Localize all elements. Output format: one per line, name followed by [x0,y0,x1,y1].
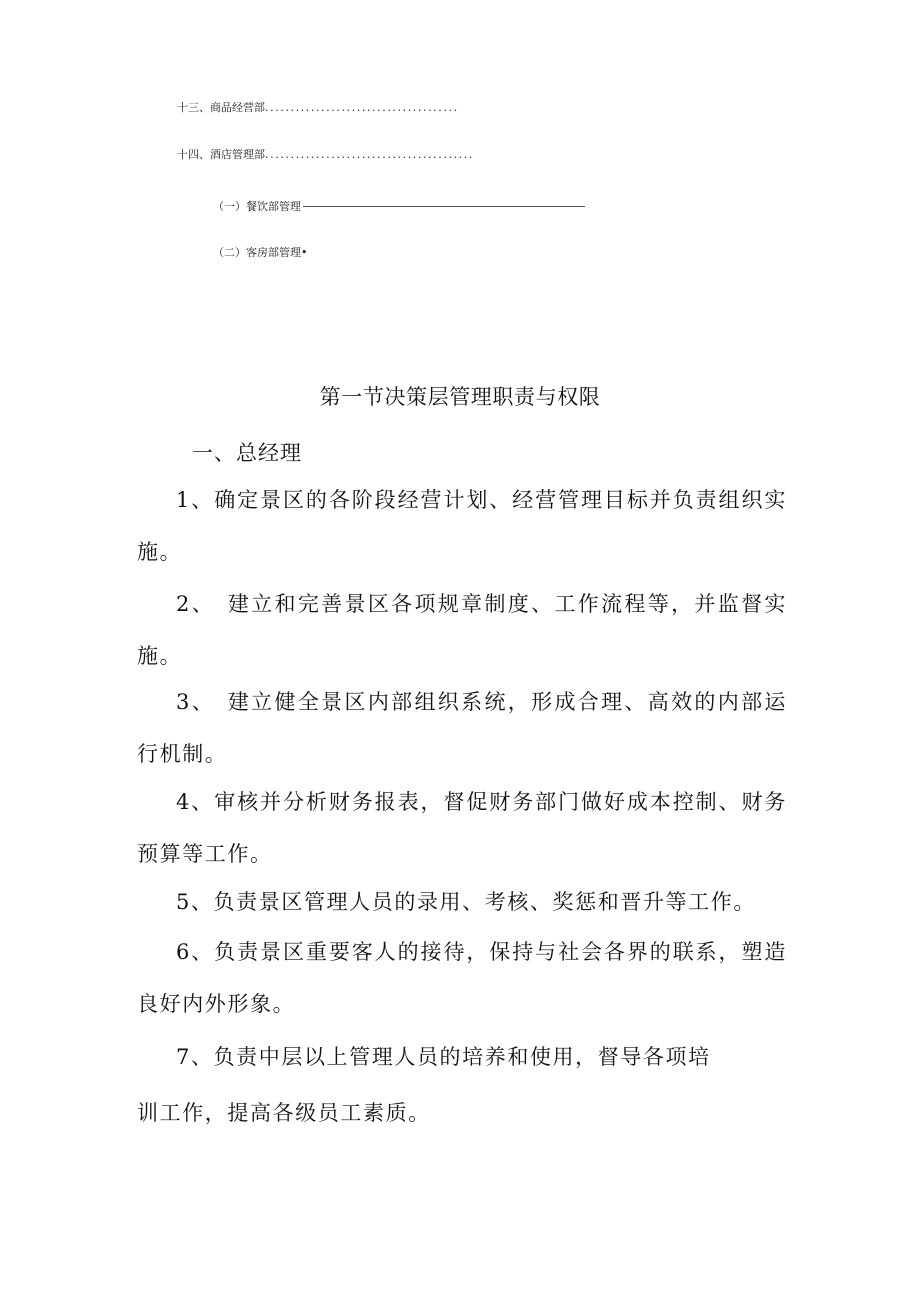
toc-leader-dots: ......................................... [265,148,474,161]
paragraph-1: 1、确定景区的各阶段经营计划、经营管理目标并负责组织实施。 [137,488,787,564]
toc-item-14-1[interactable] [213,200,585,214]
subsection-heading: 一、总经理 [192,441,302,465]
toc-item-13[interactable] [177,101,459,115]
paragraph-2: 2、 建立和完善景区各项规章制度、工作流程等，并监督实施。 [137,592,787,668]
paragraph-7-line-1: 7、负责中层以上管理人员的培养和使用，督导各项培 [176,1045,711,1069]
section-title: 第一节决策层管理职责与权限 [319,385,601,409]
toc-item-label: （二）客房部管理• [213,246,308,259]
paragraph-6: 6、负责景区重要客人的接待，保持与社会各界的联系，塑造良好内外形象。 [137,940,787,1016]
toc-item-label: （一）餐饮部管理 [213,200,301,213]
paragraph-7-line-2: 训工作，提高各级员工素质。 [137,1101,431,1125]
toc-item-label: 十三、商品经营部 [177,101,265,114]
paragraph-4: 4、审核并分析财务报表，督促财务部门做好成本控制、财务预算等工作。 [137,790,787,866]
toc-leader-dash [303,206,585,207]
toc-item-14[interactable] [177,148,474,162]
toc-leader-dots: ...................................... [265,101,459,114]
paragraph-5: 5、负责景区管理人员的录用、考核、奖惩和晋升等工作。 [176,890,756,914]
toc-item-14-2[interactable] [213,246,308,260]
toc-item-label: 十四、酒店管理部 [177,148,265,161]
paragraph-3: 3、 建立健全景区内部组织系统，形成合理、高效的内部运行机制。 [137,690,787,766]
